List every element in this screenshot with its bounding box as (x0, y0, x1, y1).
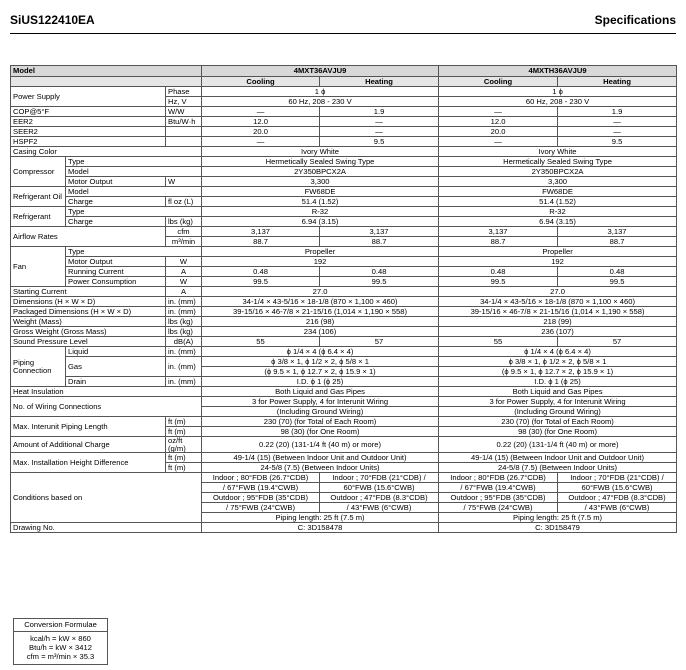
table-row (11, 523, 677, 533)
table-cell: — (558, 117, 677, 127)
unit: Btu/W·h (166, 117, 202, 127)
table-row (11, 137, 677, 147)
row-label: HSPF2 (11, 137, 166, 147)
table-cell: 99.5 (202, 277, 320, 287)
table-cell: 216 (98) (202, 317, 439, 327)
sub-label: Power Consumption (66, 277, 166, 287)
table-cell: 51.4 (1.52) (439, 197, 677, 207)
sub-label: Charge (66, 217, 166, 227)
sub-label: Model (66, 167, 202, 177)
table-cell: 39-15/16 × 46-7/8 × 21-15/16 (1,014 × 1,190 × 558) (439, 307, 677, 317)
sub-label: Motor Output (66, 177, 166, 187)
table-cell: 88.7 (439, 237, 558, 247)
sub-label: Drain (66, 377, 166, 387)
table-cell: — (558, 127, 677, 137)
unit: ft (m) (166, 427, 202, 437)
table-cell: 60 Hz, 208 - 230 V (202, 97, 439, 107)
sub-label: Running Current (66, 267, 166, 277)
table-cell: 2Y350BPCX2A (202, 167, 439, 177)
table-cell: 99.5 (439, 277, 558, 287)
row-label: Piping Connection (11, 347, 66, 387)
table-row (11, 147, 677, 157)
table-cell: Outdoor ; 95°FDB (35°CDB) (439, 493, 558, 503)
table-cell: 0.22 (20) (131-1/4 ft (40 m) or more) (439, 437, 677, 453)
table-cell: 0.22 (20) (131-1/4 ft (40 m) or more) (202, 437, 439, 453)
table-cell: 2Y350BPCX2A (439, 167, 677, 177)
table-cell: (ϕ 9.5 × 1, ϕ 12.7 × 2, ϕ 15.9 × 1) (202, 367, 439, 377)
table-cell: 3,137 (202, 227, 320, 237)
table-cell: — (202, 137, 320, 147)
row-label: Amount of Additional Charge (11, 437, 166, 453)
unit: dB(A) (166, 337, 202, 347)
table-cell: / 75°FWB (24°CWB) (202, 503, 320, 513)
table-cell: 60 Hz, 208 - 230 V (439, 97, 677, 107)
row-label: Airflow Rates (11, 227, 166, 247)
section-title: Specifications (594, 13, 676, 27)
unit: in. (mm) (166, 297, 202, 307)
row-label: No. of Wiring Connections (11, 397, 202, 417)
unit: in. (mm) (166, 347, 202, 357)
table-row (11, 347, 677, 357)
table-cell: 57 (320, 337, 439, 347)
table-cell: Indoor ; 70°FDB (21°CDB) / (320, 473, 439, 483)
sub-label: Charge (66, 197, 166, 207)
table-row (11, 157, 677, 167)
table-row (11, 87, 677, 97)
sub-label: Type (66, 207, 202, 217)
table-cell: Propeller (439, 247, 677, 257)
sub-label: Liquid (66, 347, 166, 357)
sub-label: Motor Output (66, 257, 166, 267)
table-cell: 99.5 (320, 277, 439, 287)
table-cell: R-32 (202, 207, 439, 217)
unit: lbs (kg) (166, 217, 202, 227)
row-label: Packaged Dimensions (H × W × D) (11, 307, 166, 317)
table-cell: (Including Ground Wiring) (439, 407, 677, 417)
sub-label: Model (66, 187, 202, 197)
row-label: Conditions based on (11, 473, 202, 523)
table-cell: Outdoor ; 95°FDB (35°CDB) (202, 493, 320, 503)
unit: A (166, 267, 202, 277)
unit (166, 127, 202, 137)
table-cell: 3 for Power Supply, 4 for Interunit Wiring (439, 397, 677, 407)
table-cell: 60°FWB (15.6°CWB) (320, 483, 439, 493)
table-cell: 60°FWB (15.6°CWB) (558, 483, 677, 493)
table-cell: FW68DE (202, 187, 439, 197)
table-cell: 27.0 (202, 287, 439, 297)
table-cell: Indoor ; 70°FDB (21°CDB) / (558, 473, 677, 483)
table-cell: 3,137 (558, 227, 677, 237)
row-label: Refrigerant Oil (11, 187, 66, 207)
table-cell: 12.0 (202, 117, 320, 127)
table-cell: / 43°FWB (6°CWB) (558, 503, 677, 513)
table-row (11, 217, 677, 227)
table-cell: Propeller (202, 247, 439, 257)
table-cell: 49-1/4 (15) (Between Indoor Unit and Outdoor Unit) (202, 453, 439, 463)
table-cell: 0.48 (558, 267, 677, 277)
table-cell: Indoor ; 80°FDB (26.7°CDB) (439, 473, 558, 483)
table-cell: I.D. ϕ 1 (ϕ 25) (202, 377, 439, 387)
table-cell: 0.48 (439, 267, 558, 277)
table-cell: 6.94 (3.15) (202, 217, 439, 227)
mode-heating: Heating (320, 77, 439, 87)
row-label: Drawing No. (11, 523, 202, 533)
table-row (11, 357, 677, 367)
table-cell: 0.48 (320, 267, 439, 277)
table-cell: 51.4 (1.52) (202, 197, 439, 207)
table-row (11, 387, 677, 397)
table-row (11, 327, 677, 337)
table-cell: 27.0 (439, 287, 677, 297)
unit: Phase (166, 87, 202, 97)
table-row (11, 453, 677, 463)
unit: W (166, 257, 202, 267)
mode-heating: Heating (558, 77, 677, 87)
table-cell: Indoor ; 80°FDB (26.7°CDB) (202, 473, 320, 483)
table-row (11, 297, 677, 307)
table-cell: 230 (70) (for Total of Each Room) (202, 417, 439, 427)
unit: oz/ft (g/m) (166, 437, 202, 453)
unit: m³/min (166, 237, 202, 247)
table-cell: ϕ 1/4 × 4 (ϕ 6.4 × 4) (202, 347, 439, 357)
table-cell: 3 for Power Supply, 4 for Interunit Wiring (202, 397, 439, 407)
table-cell: 1.9 (558, 107, 677, 117)
table-cell: — (320, 127, 439, 137)
unit: lbs (kg) (166, 327, 202, 337)
mode-cooling: Cooling (439, 77, 558, 87)
table-row (11, 66, 677, 77)
table-cell: / 43°FWB (6°CWB) (320, 503, 439, 513)
conversion-line: Btu/h = kW × 3412 (29, 643, 92, 652)
table-row (11, 197, 677, 207)
row-label: Starting Current (11, 287, 166, 297)
unit: in. (mm) (166, 357, 202, 377)
table-cell: R-32 (439, 207, 677, 217)
table-row (11, 207, 677, 217)
row-label: Power Supply (11, 87, 166, 107)
conversion-title: Conversion Formulae (14, 619, 107, 632)
table-cell: Piping length: 25 ft (7.5 m) (202, 513, 439, 523)
table-cell: ϕ 1/4 × 4 (ϕ 6.4 × 4) (439, 347, 677, 357)
table-cell: / 67°FWB (19.4°CWB) (439, 483, 558, 493)
table-row (11, 177, 677, 187)
table-cell: Both Liquid and Gas Pipes (202, 387, 439, 397)
conversion-formulae-box (13, 618, 108, 665)
table-row (11, 277, 677, 287)
table-cell: — (439, 137, 558, 147)
table-row (11, 107, 677, 117)
row-label: EER2 (11, 117, 166, 127)
table-cell: 1 ϕ (202, 87, 439, 97)
table-cell: 24-5/8 (7.5) (Between Indoor Units) (202, 463, 439, 473)
unit: ft (m) (166, 417, 202, 427)
table-cell: 3,300 (439, 177, 677, 187)
table-cell: — (320, 117, 439, 127)
table-cell: 98 (30) (for One Room) (439, 427, 677, 437)
blank (11, 77, 202, 87)
table-cell: 9.5 (558, 137, 677, 147)
table-cell: 24-5/8 (7.5) (Between Indoor Units) (439, 463, 677, 473)
table-cell: 218 (99) (439, 317, 677, 327)
table-cell: Both Liquid and Gas Pipes (439, 387, 677, 397)
table-cell: 98 (30) (for One Room) (202, 427, 439, 437)
table-cell: 192 (202, 257, 439, 267)
table-cell: I.D. ϕ 1 (ϕ 25) (439, 377, 677, 387)
table-row (11, 167, 677, 177)
table-row (11, 117, 677, 127)
row-label: Refrigerant (11, 207, 66, 227)
header-rule (10, 33, 676, 34)
table-cell: ϕ 3/8 × 1, ϕ 1/2 × 2, ϕ 5/8 × 1 (202, 357, 439, 367)
table-row (11, 377, 677, 387)
table-cell: 55 (202, 337, 320, 347)
unit: in. (mm) (166, 307, 202, 317)
table-row (11, 337, 677, 347)
table-row (11, 307, 677, 317)
unit: ft (m) (166, 453, 202, 463)
row-label: Weight (Mass) (11, 317, 166, 327)
table-cell: — (202, 107, 320, 117)
row-label: Gross Weight (Gross Mass) (11, 327, 166, 337)
table-cell: ϕ 3/8 × 1, ϕ 1/2 × 2, ϕ 5/8 × 1 (439, 357, 677, 367)
table-row (11, 227, 677, 237)
table-cell: 3,137 (439, 227, 558, 237)
unit: A (166, 287, 202, 297)
mode-cooling: Cooling (202, 77, 320, 87)
row-label: Compressor (11, 157, 66, 187)
table-cell: 1 ϕ (439, 87, 677, 97)
table-cell: 99.5 (558, 277, 677, 287)
table-cell: (Including Ground Wiring) (202, 407, 439, 417)
table-cell: 236 (107) (439, 327, 677, 337)
row-label: Heat Insulation (11, 387, 202, 397)
conversion-line: cfm = m³/min × 35.3 (26, 652, 95, 661)
row-label: COP@5°F (11, 107, 166, 117)
table-cell: 20.0 (439, 127, 558, 137)
unit: ft (m) (166, 463, 202, 473)
table-row (11, 77, 677, 87)
table-cell: 6.94 (3.15) (439, 217, 677, 227)
table-cell: 9.5 (320, 137, 439, 147)
table-cell: Hermetically Sealed Swing Type (202, 157, 439, 167)
row-label: Fan (11, 247, 66, 287)
model-name: 4MXT36AVJU9 (202, 66, 439, 77)
table-cell: FW68DE (439, 187, 677, 197)
table-row (11, 287, 677, 297)
conversion-line: kcal/h = kW × 860 (30, 634, 91, 643)
row-label: Max. Interunit Piping Length (11, 417, 166, 437)
model-header: Model (11, 66, 202, 77)
table-cell: 57 (558, 337, 677, 347)
table-cell: 234 (106) (202, 327, 439, 337)
table-cell: — (439, 107, 558, 117)
table-row (11, 127, 677, 137)
unit: in. (mm) (166, 377, 202, 387)
table-cell: 0.48 (202, 267, 320, 277)
row-label: SEER2 (11, 127, 166, 137)
table-cell: 88.7 (320, 237, 439, 247)
unit: W (166, 177, 202, 187)
table-cell: 34-1/4 × 43-5/16 × 18-1/8 (870 × 1,100 × 460) (202, 297, 439, 307)
table-cell: 192 (439, 257, 677, 267)
table-cell: 88.7 (202, 237, 320, 247)
table-cell: C: 3D158478 (202, 523, 439, 533)
sub-label: Type (66, 157, 202, 167)
unit: lbs (kg) (166, 317, 202, 327)
table-cell: / 75°FWB (24°CWB) (439, 503, 558, 513)
table-cell: Ivory White (202, 147, 439, 157)
table-cell: Hermetically Sealed Swing Type (439, 157, 677, 167)
table-cell: Outdoor ; 47°FDB (8.3°CDB) (320, 493, 439, 503)
page-header (10, 10, 676, 30)
table-row (11, 473, 677, 483)
table-cell: Piping length: 25 ft (7.5 m) (439, 513, 677, 523)
spec-table (10, 65, 677, 533)
row-label: Dimensions (H × W × D) (11, 297, 166, 307)
row-label: Max. Installation Height Difference (11, 453, 166, 473)
unit: Hz, V (166, 97, 202, 107)
table-cell: 39-15/16 × 46-7/8 × 21-15/16 (1,014 × 1,190 × 558) (202, 307, 439, 317)
table-cell: 3,300 (202, 177, 439, 187)
unit: W (166, 277, 202, 287)
table-cell: 230 (70) (for Total of Each Room) (439, 417, 677, 427)
table-cell: 88.7 (558, 237, 677, 247)
table-cell: C: 3D158479 (439, 523, 677, 533)
table-row (11, 187, 677, 197)
table-row (11, 417, 677, 427)
table-cell: / 67°FWB (19.4°CWB) (202, 483, 320, 493)
table-cell: 1.9 (320, 107, 439, 117)
table-row (11, 267, 677, 277)
table-cell: 49-1/4 (15) (Between Indoor Unit and Outdoor Unit) (439, 453, 677, 463)
row-label: Casing Color (11, 147, 202, 157)
sub-label: Type (66, 247, 202, 257)
unit (166, 137, 202, 147)
table-row (11, 247, 677, 257)
sub-label: Gas (66, 357, 166, 377)
unit: cfm (166, 227, 202, 237)
table-cell: (ϕ 9.5 × 1, ϕ 12.7 × 2, ϕ 15.9 × 1) (439, 367, 677, 377)
doc-id: SiUS122410EA (10, 13, 95, 27)
table-cell: Ivory White (439, 147, 677, 157)
table-row (11, 397, 677, 407)
table-row (11, 317, 677, 327)
table-cell: 20.0 (202, 127, 320, 137)
table-cell: 55 (439, 337, 558, 347)
table-cell: Outdoor ; 47°FDB (8.3°CDB) (558, 493, 677, 503)
model-name: 4MXTH36AVJU9 (439, 66, 677, 77)
table-row (11, 257, 677, 267)
table-cell: 34-1/4 × 43-5/16 × 18-1/8 (870 × 1,100 × 460) (439, 297, 677, 307)
row-label: Sound Pressure Level (11, 337, 166, 347)
unit: fl oz (L) (166, 197, 202, 207)
table-cell: 12.0 (439, 117, 558, 127)
unit: W/W (166, 107, 202, 117)
table-cell: 3,137 (320, 227, 439, 237)
